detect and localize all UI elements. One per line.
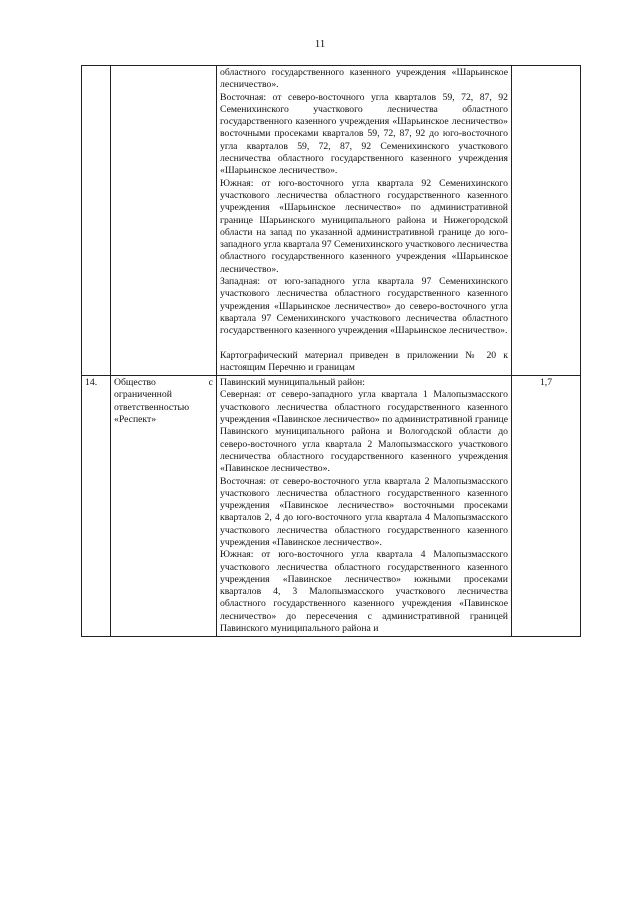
page-number: 11: [314, 38, 326, 50]
boundary-north: Северная: от северо-западного угла квартала 1 Малопызмасского участкового лесничества областного государственного казенного учреждения «Павинское лесничество» по административной границе Павинского муниципального района и Вологодской области до северо-восточного угла квартала 2 Малопызмасского участкового лесничества областного государственного казенного учреждения «Павинское лесничество».: [220, 389, 508, 475]
area-cell: 1,7: [512, 376, 581, 637]
boundary-east: Восточная: от северо-восточного угла кварталов 59, 72, 87, 92 Семенихинского участкового лесничества областного государственного казенного учреждения «Шарьинское лесничество» восточными просеками кварталов 59, 72, 87, 92 до юго-восточного угла кварталов 59, 72, 87, 92 Семенихинского участкового лесничества областного государственного казенного учреждения «Шарьинское лесничество».: [220, 91, 508, 177]
boundary-description-cell: [217, 376, 512, 637]
boundaries-table: [81, 65, 581, 637]
organization-cell: Общество с ограниченной ответственностью «Респект»: [111, 376, 217, 637]
boundary-south: Южная: от юго-восточного угла квартала 4 Малопызмасского участкового лесничества областного государственного казенного учреждения «Павинское лесничество» южными просеками кварталов 4, 3 Малопызмасского участкового лесничества областного государственного казенного учреждения «Павинское лесничество» до пересечения с административной границей Павинского муниципального района и: [220, 549, 508, 635]
table-row: [82, 66, 581, 376]
boundary-east: Восточная: от северо-восточного угла квартала 2 Малопызмасского участкового лесничества областного государственного казенного учреждения «Павинское лесничество» восточными просеками кварталов 2, 4 до юго-восточного угла квартала 4 Малопызмасского участкового лесничества областного государственного казенного учреждения «Павинское лесничество».: [220, 475, 508, 548]
paragraph-gap: [220, 338, 508, 350]
row-number-cell: 14.: [82, 376, 111, 637]
organization-cell: [111, 66, 217, 376]
map-reference-note: Картографический материал приведен в приложении № 20 к настоящим Перечню и границам: [220, 349, 508, 373]
boundary-paragraph: областного государственного казенного учреждения «Шарьинское лесничество».: [220, 67, 508, 91]
boundary-west: Западная: от юго-западного угла квартала 97 Семенихинского участкового лесничества областного государственного казенного учреждения «Шарьинское лесничество» до северо-восточного угла квартала 97 Семенихинского участкового лесничества областного государственного казенного учреждения «Шарьинское лесничество».: [220, 276, 508, 337]
boundary-description-cell: [217, 66, 512, 376]
boundary-south: Южная: от юго-восточного угла квартала 92 Семенихинского участкового лесничества областного государственного казенного учреждения «Шарьинское лесничество» по административной границе Шарьинского муниципального района и Нижегородской области на запад по указанной административной границе до юго-западного угла квартала 97 Семенихинского участкового лесничества областного государственного казенного учреждения «Шарьинское лесничество».: [220, 177, 508, 275]
district-name: Павинский муниципальный район:: [220, 377, 365, 389]
row-number-cell: [82, 66, 111, 376]
area-cell: [512, 66, 581, 376]
table-row: [82, 376, 581, 637]
